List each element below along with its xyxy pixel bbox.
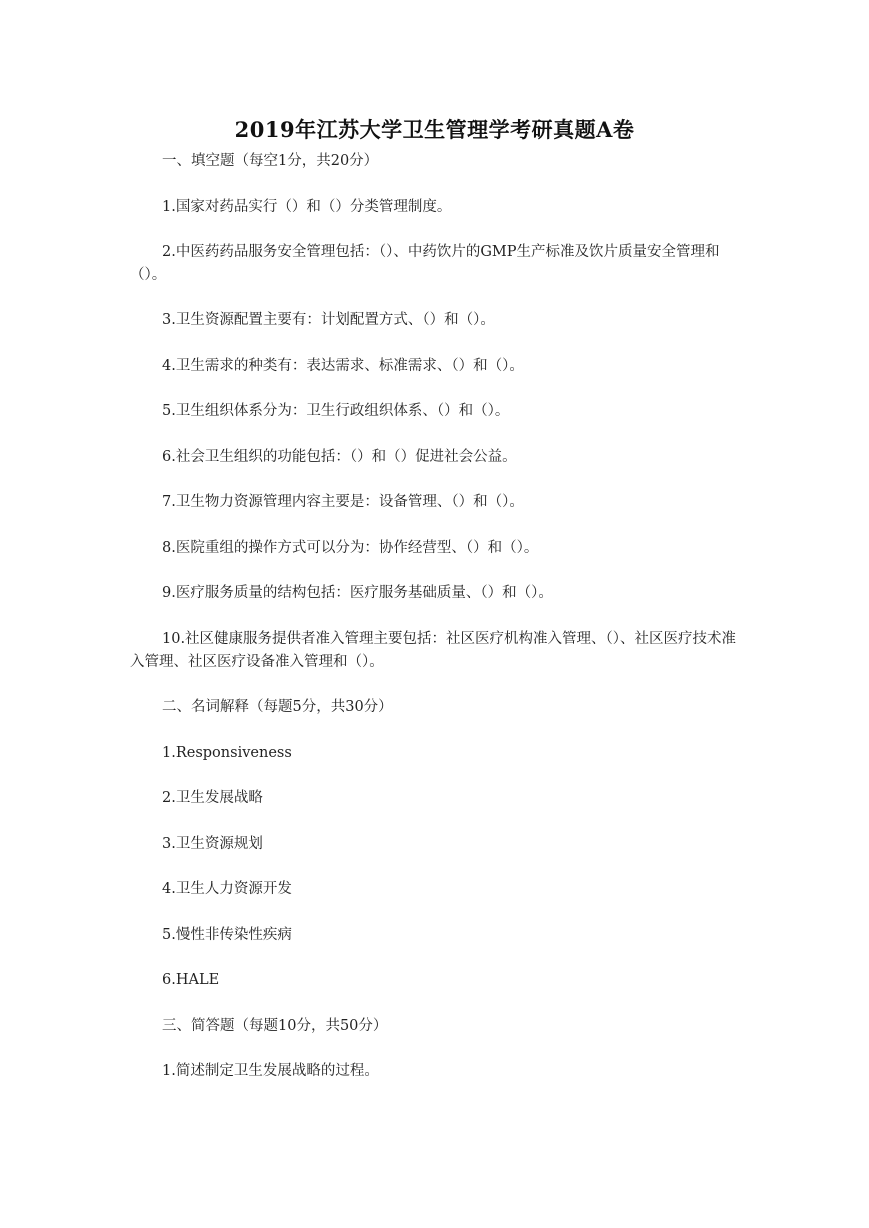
question-item: 2.中医药药品服务安全管理包括：（）、中药饮片的GMP生产标准及饮片质量安全管理和（）。	[130, 244, 720, 283]
question-item: 1.Responsiveness	[162, 745, 292, 761]
section-heading-short-answer: 三、简答题（每题10分，共50分）	[162, 1018, 388, 1034]
question-item: 3.卫生资源规划	[162, 836, 263, 852]
document-title: 2019年江苏大学卫生管理学考研真题A卷	[234, 117, 635, 142]
question-item: 1.国家对药品实行（）和（）分类管理制度。	[162, 199, 452, 215]
question-item: 5.慢性非传染性疾病	[162, 927, 292, 943]
question-item: 3.卫生资源配置主要有：计划配置方式、（）和（）。	[162, 312, 495, 328]
question-item: 7.卫生物力资源管理内容主要是：设备管理、（）和（）。	[162, 494, 524, 510]
question-item: 10.社区健康服务提供者准入管理主要包括：社区医疗机构准入管理、（）、社区医疗技术准入管理、社区医疗设备准入管理和（）。	[130, 631, 737, 670]
question-item: 2.卫生发展战略	[162, 790, 263, 806]
question-item: 6.社会卫生组织的功能包括：（）和（）促进社会公益。	[162, 449, 517, 465]
question-item: 8.医院重组的操作方式可以分为：协作经营型、（）和（）。	[162, 540, 539, 556]
question-item: 9.医疗服务质量的结构包括：医疗服务基础质量、（）和（）。	[162, 585, 553, 601]
question-item: 5.卫生组织体系分为：卫生行政组织体系、（）和（）。	[162, 403, 510, 419]
question-item: 6.HALE	[162, 972, 220, 988]
question-item: 1.简述制定卫生发展战略的过程。	[162, 1063, 379, 1079]
question-item: 4.卫生人力资源开发	[162, 881, 292, 897]
section-heading-terms: 二、名词解释（每题5分，共30分）	[162, 699, 393, 715]
question-item: 4.卫生需求的种类有：表达需求、标准需求、（）和（）。	[162, 358, 524, 374]
section-heading-fill-in: 一、填空题（每空1分，共20分）	[162, 153, 379, 169]
